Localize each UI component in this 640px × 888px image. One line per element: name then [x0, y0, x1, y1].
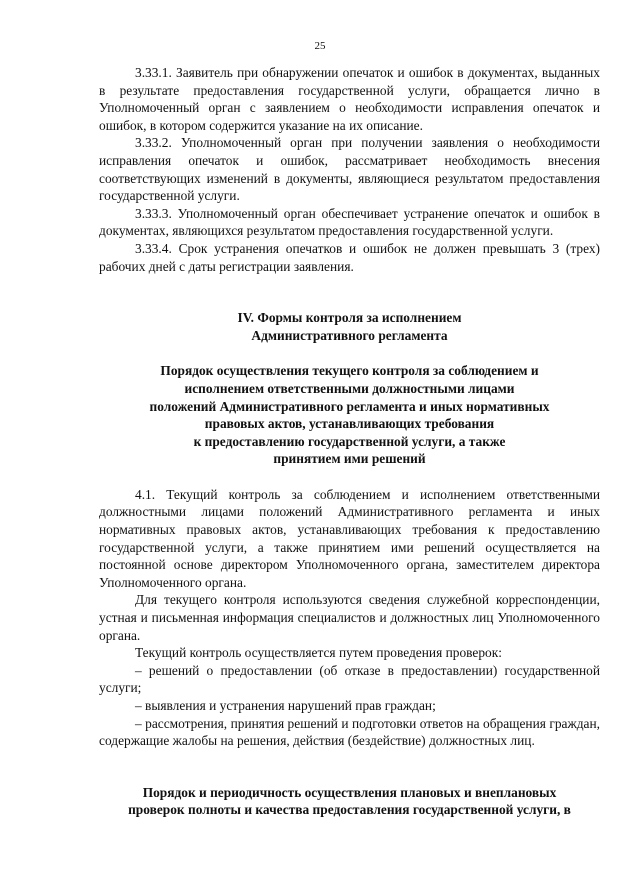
- section-heading-line: IV. Формы контроля за исполнением: [237, 310, 462, 326]
- subheading-line: Порядок и периодичность осуществления плановых и внеплановых: [142, 784, 557, 800]
- subheading-line: правовых актов, устанавливающих требования: [204, 416, 495, 432]
- section-heading-line: Административного регламента: [251, 327, 448, 343]
- paragraph-control-sources: Для текущего контроля используются сведения служебной корреспонденции, устная и письменная информация специалистов и должностных лиц Уполномоченного органа.: [99, 592, 600, 643]
- list-item: – рассмотрения, принятия решений и подготовки ответов на обращения граждан, содержащие жалобы на решения, действия (бездействие) должностных лиц.: [99, 715, 600, 749]
- paragraph-3-33-1: 3.33.1. Заявитель при обнаружении опечаток и ошибок в документах, выданных в результате предоставления государственной услуги, обращается лично в Уполномоченный орган с заявлением о необходимости исправления опечаток и ошибок, в котором содержится указание на их описание.: [99, 65, 600, 133]
- subheading-inspections: [99, 784, 600, 819]
- subheading-line: к предоставлению государственной услуги, а также: [193, 433, 506, 449]
- section-heading: [99, 309, 600, 344]
- paragraph-4-1: 4.1. Текущий контроль за соблюдением и исполнением ответственными должностными лицами положений Административного регламента и иных нормативных правовых актов, устанавливающих требования к предоставлению государственной услуги, а также принятием ими решений осуществляется на постоянной основе директором Уполномоченного органа, заместителем директора Уполномоченного органа.: [99, 486, 600, 590]
- subheading-line: Порядок осуществления текущего контроля за соблюдением и: [160, 363, 539, 379]
- page-content: [99, 64, 600, 819]
- subheading-line: проверок полноты и качества предоставления государственной услуги, в: [128, 802, 571, 818]
- subheading-line: положений Административного регламента и иных нормативных: [149, 398, 550, 414]
- subheading-line: принятием ими решений: [273, 451, 426, 467]
- page-number: 25: [314, 40, 326, 52]
- paragraph-3-33-3: 3.33.3. Уполномоченный орган обеспечивает устранение опечаток и ошибок в документах, являющихся результатом предоставления государственной услуги.: [99, 205, 600, 239]
- paragraph-3-33-4: 3.33.4. Срок устранения опечатков и ошибок не должен превышать 3 (трех) рабочих дней с даты регистрации заявления.: [99, 240, 600, 274]
- paragraph-control-method: Текущий контроль осуществляется путем проведения проверок:: [135, 645, 502, 661]
- list-item: – выявления и устранения нарушений прав граждан;: [135, 698, 436, 713]
- subheading-line: исполнением ответственными должностными лицами: [184, 380, 515, 396]
- paragraph-3-33-2: 3.33.2. Уполномоченный орган при получении заявления о необходимости исправления опечаток и ошибок, рассматривает необходимость внесения соответствующих изменений в документы, являющиеся результатом предоставления государственной услуги.: [99, 135, 600, 204]
- list-item: – решений о предоставлении (об отказе в предоставлении) государственной услуги;: [99, 662, 600, 696]
- subheading-current-control: [99, 362, 600, 468]
